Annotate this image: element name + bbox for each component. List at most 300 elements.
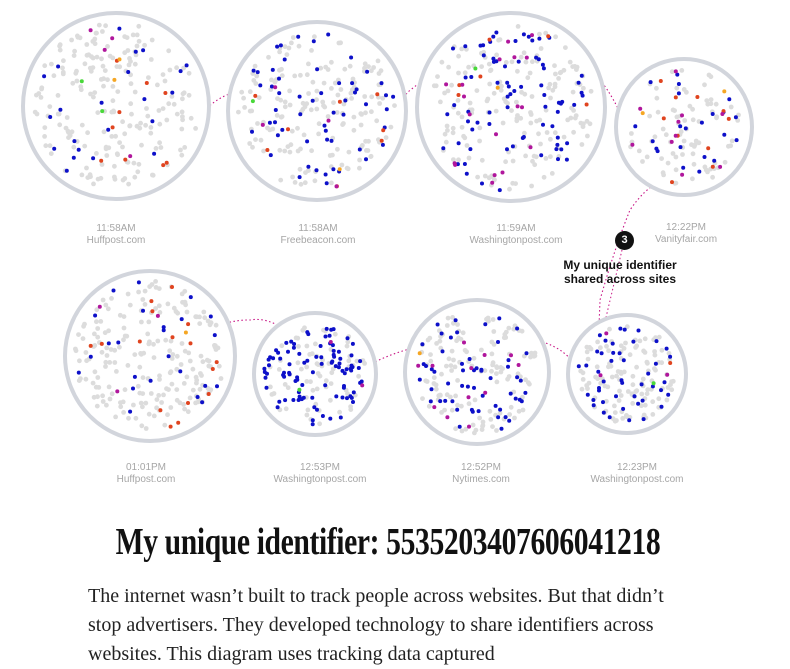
gray-dot xyxy=(682,139,687,144)
blue-dot xyxy=(496,415,500,419)
gray-dot xyxy=(661,127,666,132)
gray-dot xyxy=(257,95,262,100)
blue-dot xyxy=(445,112,449,116)
magenta-dot xyxy=(469,366,473,370)
gray-dot xyxy=(92,37,97,42)
gray-dot xyxy=(484,317,489,322)
blue-dot xyxy=(89,355,93,359)
gray-dot xyxy=(122,326,127,331)
site-circle xyxy=(65,271,235,441)
gray-dot xyxy=(506,326,511,331)
gray-dot xyxy=(208,322,213,327)
gray-dot xyxy=(548,154,553,159)
gray-dot xyxy=(194,314,199,319)
gray-dot xyxy=(477,126,482,131)
red-dot xyxy=(111,125,115,129)
gray-dot xyxy=(337,410,342,415)
blue-dot xyxy=(134,50,138,54)
blue-dot xyxy=(470,128,474,132)
red-dot xyxy=(123,158,127,162)
gray-dot xyxy=(682,118,687,123)
magenta-dot xyxy=(599,373,603,377)
blue-dot xyxy=(577,81,581,85)
blue-dot xyxy=(522,32,526,36)
blue-dot xyxy=(100,101,104,105)
red-dot xyxy=(163,91,167,95)
gray-dot xyxy=(456,111,461,116)
gray-dot xyxy=(95,326,100,331)
gray-dot xyxy=(115,89,120,94)
gray-dot xyxy=(516,24,521,29)
gray-dot xyxy=(187,71,192,76)
gray-dot xyxy=(639,392,644,397)
blue-dot xyxy=(311,418,315,422)
caption-site: Washingtonpost.com xyxy=(590,474,684,485)
blue-dot xyxy=(663,380,667,384)
blue-dot xyxy=(328,334,332,338)
caption-freebeacon-1158 xyxy=(238,223,398,247)
blue-dot xyxy=(700,121,704,125)
gray-dot xyxy=(340,163,345,168)
gray-dot xyxy=(691,117,696,122)
gray-dot xyxy=(504,60,509,65)
blue-dot xyxy=(298,95,302,99)
gray-dot xyxy=(157,373,162,378)
blue-dot xyxy=(288,362,292,366)
gray-dot xyxy=(82,322,87,327)
gray-dot xyxy=(131,33,136,38)
gray-dot xyxy=(709,97,714,102)
gray-dot xyxy=(93,41,98,46)
gray-dot xyxy=(505,101,510,106)
gray-dot xyxy=(634,344,639,349)
gray-dot xyxy=(268,385,273,390)
green-dot xyxy=(473,67,477,71)
blue-dot xyxy=(440,332,444,336)
blue-dot xyxy=(270,85,274,89)
gray-dot xyxy=(101,298,106,303)
gray-dot xyxy=(455,403,460,408)
magenta-dot xyxy=(670,140,674,144)
gray-dot xyxy=(598,345,603,350)
gray-dot xyxy=(132,175,137,180)
orange-dot xyxy=(184,331,188,335)
gray-dot xyxy=(384,135,389,140)
red-dot xyxy=(99,159,103,163)
gray-dot xyxy=(139,423,144,428)
blue-dot xyxy=(72,139,76,143)
blue-dot xyxy=(507,419,511,423)
gray-dot xyxy=(389,125,394,130)
blue-dot xyxy=(209,315,213,319)
blue-dot xyxy=(302,396,306,400)
blue-dot xyxy=(311,422,315,426)
gray-dot xyxy=(580,142,585,147)
gray-dot xyxy=(514,100,519,105)
magenta-dot xyxy=(444,82,448,86)
gray-dot xyxy=(620,416,625,421)
blue-dot xyxy=(332,353,336,357)
magenta-dot xyxy=(460,83,464,87)
blue-dot xyxy=(350,364,354,368)
gray-dot xyxy=(503,159,508,164)
blue-dot xyxy=(636,402,640,406)
gray-dot xyxy=(467,401,472,406)
gray-dot xyxy=(326,114,331,119)
gray-dot xyxy=(111,84,116,89)
gray-dot xyxy=(494,371,499,376)
gray-dot xyxy=(110,391,115,396)
gray-dot xyxy=(362,94,367,99)
blue-dot xyxy=(727,97,731,101)
gray-dot xyxy=(126,292,131,297)
gray-dot xyxy=(89,69,94,74)
blue-dot xyxy=(319,344,323,348)
gray-dot xyxy=(296,344,301,349)
gray-dot xyxy=(617,389,622,394)
gray-dot xyxy=(253,81,258,86)
gray-dot xyxy=(545,130,550,135)
gray-dot xyxy=(141,351,146,356)
blue-dot xyxy=(278,357,282,361)
gray-dot xyxy=(95,404,100,409)
magenta-dot xyxy=(517,363,521,367)
blue-dot xyxy=(489,376,493,380)
blue-dot xyxy=(609,359,613,363)
magenta-dot xyxy=(493,173,497,177)
gray-dot xyxy=(129,112,134,117)
gray-dot xyxy=(315,387,320,392)
blue-dot xyxy=(498,408,502,412)
gray-dot xyxy=(142,43,147,48)
blue-dot xyxy=(595,350,599,354)
gray-dot xyxy=(71,145,76,150)
gray-dot xyxy=(432,375,437,380)
blue-dot xyxy=(565,141,569,145)
gray-dot xyxy=(665,398,670,403)
gray-dot xyxy=(105,353,110,358)
gray-dot xyxy=(369,154,374,159)
gray-dot xyxy=(656,396,661,401)
gray-dot xyxy=(538,142,543,147)
blue-dot xyxy=(722,133,726,137)
gray-dot xyxy=(645,387,650,392)
gray-dot xyxy=(589,89,594,94)
blue-dot xyxy=(460,362,464,366)
gray-dot xyxy=(369,68,374,73)
gray-dot xyxy=(157,140,162,145)
blue-dot xyxy=(468,357,472,361)
gray-dot xyxy=(492,342,497,347)
gray-dot xyxy=(553,130,558,135)
gray-dot xyxy=(456,157,461,162)
blue-dot xyxy=(678,124,682,128)
gray-dot xyxy=(280,73,285,78)
gray-dot xyxy=(280,114,285,119)
gray-dot xyxy=(619,343,624,348)
gray-dot xyxy=(180,341,185,346)
gray-dot xyxy=(304,365,309,370)
blue-dot xyxy=(200,400,204,404)
blue-dot xyxy=(274,108,278,112)
gray-dot xyxy=(293,180,298,185)
blue-dot xyxy=(305,139,309,143)
blue-dot xyxy=(91,156,95,160)
blue-dot xyxy=(341,396,345,400)
blue-dot xyxy=(430,387,434,391)
blue-dot xyxy=(541,123,545,127)
gray-dot xyxy=(122,50,127,55)
gray-dot xyxy=(57,44,62,49)
blue-dot xyxy=(346,336,350,340)
gray-dot xyxy=(326,67,331,72)
gray-dot xyxy=(180,110,185,115)
blue-dot xyxy=(203,384,207,388)
gray-dot xyxy=(241,96,246,101)
blue-dot xyxy=(659,388,663,392)
gray-dot xyxy=(295,126,300,131)
gray-dot xyxy=(94,319,99,324)
gray-dot xyxy=(434,383,439,388)
blue-dot xyxy=(315,168,319,172)
blue-dot xyxy=(509,392,513,396)
gray-dot xyxy=(151,173,156,178)
blue-dot xyxy=(494,31,498,35)
blue-dot xyxy=(465,172,469,176)
red-dot xyxy=(171,335,175,339)
magenta-dot xyxy=(445,415,449,419)
caption-washingtonpost-1253 xyxy=(240,462,400,486)
blue-dot xyxy=(150,119,154,123)
gray-dot xyxy=(144,426,149,431)
gray-dot xyxy=(664,132,669,137)
gray-dot xyxy=(440,60,445,65)
blue-dot xyxy=(284,341,288,345)
gray-dot xyxy=(112,360,117,365)
blue-dot xyxy=(56,65,60,69)
gray-dot xyxy=(185,375,190,380)
gray-dot xyxy=(214,347,219,352)
gray-dot xyxy=(346,358,351,363)
gray-dot xyxy=(174,387,179,392)
blue-dot xyxy=(507,85,511,89)
gray-dot xyxy=(616,369,621,374)
gray-dot xyxy=(595,340,600,345)
blue-dot xyxy=(441,146,445,150)
blue-dot xyxy=(518,398,522,402)
blue-dot xyxy=(668,355,672,359)
callout-label: My unique identifier shared across sites xyxy=(563,258,677,286)
gray-dot xyxy=(675,115,680,120)
blue-dot xyxy=(655,339,659,343)
red-dot xyxy=(211,367,215,371)
gray-dot xyxy=(111,109,116,114)
gray-dot xyxy=(100,393,105,398)
gray-dot xyxy=(629,131,634,136)
red-dot xyxy=(158,408,162,412)
blue-dot xyxy=(324,335,328,339)
blue-dot xyxy=(350,353,354,357)
blue-dot xyxy=(581,94,585,98)
blue-dot xyxy=(298,112,302,116)
orange-dot xyxy=(338,167,342,171)
gray-dot xyxy=(113,415,118,420)
gray-dot xyxy=(451,130,456,135)
blue-dot xyxy=(677,91,681,95)
blue-dot xyxy=(331,167,335,171)
magenta-dot xyxy=(674,69,678,73)
green-dot xyxy=(80,79,84,83)
caption-time: 12:22PM xyxy=(665,222,707,233)
gray-dot xyxy=(131,403,136,408)
gray-dot xyxy=(91,182,96,187)
gray-dot xyxy=(117,140,122,145)
gray-dot xyxy=(480,158,485,163)
gray-dot xyxy=(650,399,655,404)
blue-dot xyxy=(506,365,510,369)
caption-washingtonpost-1223 xyxy=(557,462,717,486)
gray-dot xyxy=(495,380,500,385)
blue-dot xyxy=(504,415,508,419)
blue-dot xyxy=(268,121,272,125)
magenta-dot xyxy=(516,104,520,108)
blue-dot xyxy=(48,115,52,119)
blue-dot xyxy=(455,408,459,412)
gray-dot xyxy=(691,151,696,156)
orange-dot xyxy=(641,111,645,115)
magenta-dot xyxy=(467,425,471,429)
blue-dot xyxy=(623,328,627,332)
gray-dot xyxy=(141,375,146,380)
red-dot xyxy=(585,103,589,107)
gray-dot xyxy=(292,74,297,79)
blue-dot xyxy=(596,370,600,374)
gray-dot xyxy=(166,101,171,106)
gray-dot xyxy=(170,352,175,357)
gray-dot xyxy=(145,332,150,337)
gray-dot xyxy=(392,103,397,108)
blue-dot xyxy=(586,393,590,397)
gray-dot xyxy=(645,155,650,160)
blue-dot xyxy=(466,385,470,389)
gray-dot xyxy=(139,143,144,148)
blue-dot xyxy=(349,56,353,60)
gray-dot xyxy=(178,148,183,153)
gray-dot xyxy=(128,303,133,308)
gray-dot xyxy=(460,125,465,130)
site-circle xyxy=(417,13,605,201)
magenta-dot xyxy=(335,184,339,188)
blue-dot xyxy=(271,356,275,360)
blue-dot xyxy=(306,332,310,336)
blue-dot xyxy=(42,74,46,78)
gray-dot xyxy=(105,44,110,49)
orange-dot xyxy=(496,86,500,90)
blue-dot xyxy=(351,400,355,404)
gray-dot xyxy=(170,382,175,387)
blue-dot xyxy=(515,375,519,379)
gray-dot xyxy=(523,377,528,382)
gray-dot xyxy=(219,376,224,381)
gray-dot xyxy=(310,351,315,356)
red-dot xyxy=(727,117,731,121)
gray-dot xyxy=(269,78,274,83)
gray-dot xyxy=(453,394,458,399)
red-dot xyxy=(478,75,482,79)
gray-dot xyxy=(143,289,148,294)
gray-dot xyxy=(313,178,318,183)
gray-dot xyxy=(542,175,547,180)
blue-dot xyxy=(515,327,519,331)
blue-dot xyxy=(455,330,459,334)
blue-dot xyxy=(329,328,333,332)
red-dot xyxy=(117,110,121,114)
caption-site: Washingtonpost.com xyxy=(469,235,563,246)
gray-dot xyxy=(139,320,144,325)
caption-time: 01:01PM xyxy=(125,462,167,473)
gray-dot xyxy=(339,87,344,92)
gray-dot xyxy=(100,350,105,355)
gray-dot xyxy=(137,162,142,167)
gray-dot xyxy=(556,76,561,81)
magenta-dot xyxy=(676,120,680,124)
gray-dot xyxy=(439,372,444,377)
gray-dot xyxy=(143,302,148,307)
blue-dot xyxy=(422,362,426,366)
blue-dot xyxy=(310,396,314,400)
blue-dot xyxy=(128,410,132,414)
gray-dot xyxy=(163,79,168,84)
gray-dot xyxy=(139,401,144,406)
blue-dot xyxy=(321,414,325,418)
caption-washingtonpost-1159 xyxy=(436,223,596,247)
gray-dot xyxy=(496,38,501,43)
gray-dot xyxy=(136,24,141,29)
gray-dot xyxy=(449,368,454,373)
gray-dot xyxy=(461,330,466,335)
blue-dot xyxy=(65,169,69,173)
gray-dot xyxy=(369,109,374,114)
gray-dot xyxy=(77,358,82,363)
gray-dot xyxy=(539,46,544,51)
magenta-dot xyxy=(501,171,505,175)
magenta-dot xyxy=(483,353,487,357)
gray-dot xyxy=(491,317,496,322)
gray-dot xyxy=(499,84,504,89)
gray-dot xyxy=(446,316,451,321)
gray-dot xyxy=(81,336,86,341)
blue-dot xyxy=(323,383,327,387)
red-dot xyxy=(176,421,180,425)
gray-dot xyxy=(84,166,89,171)
blue-dot xyxy=(505,81,509,85)
magenta-dot xyxy=(128,154,132,158)
gray-dot xyxy=(91,381,96,386)
gray-dot xyxy=(527,382,532,387)
gray-dot xyxy=(553,72,558,77)
blue-dot xyxy=(604,339,608,343)
gray-dot xyxy=(254,74,259,79)
gray-dot xyxy=(149,391,154,396)
gray-dot xyxy=(137,126,142,131)
gray-dot xyxy=(79,87,84,92)
red-dot xyxy=(150,309,154,313)
blue-dot xyxy=(319,91,323,95)
blue-dot xyxy=(283,58,287,62)
blue-dot xyxy=(282,375,286,379)
blue-dot xyxy=(358,359,362,363)
gray-dot xyxy=(75,79,80,84)
